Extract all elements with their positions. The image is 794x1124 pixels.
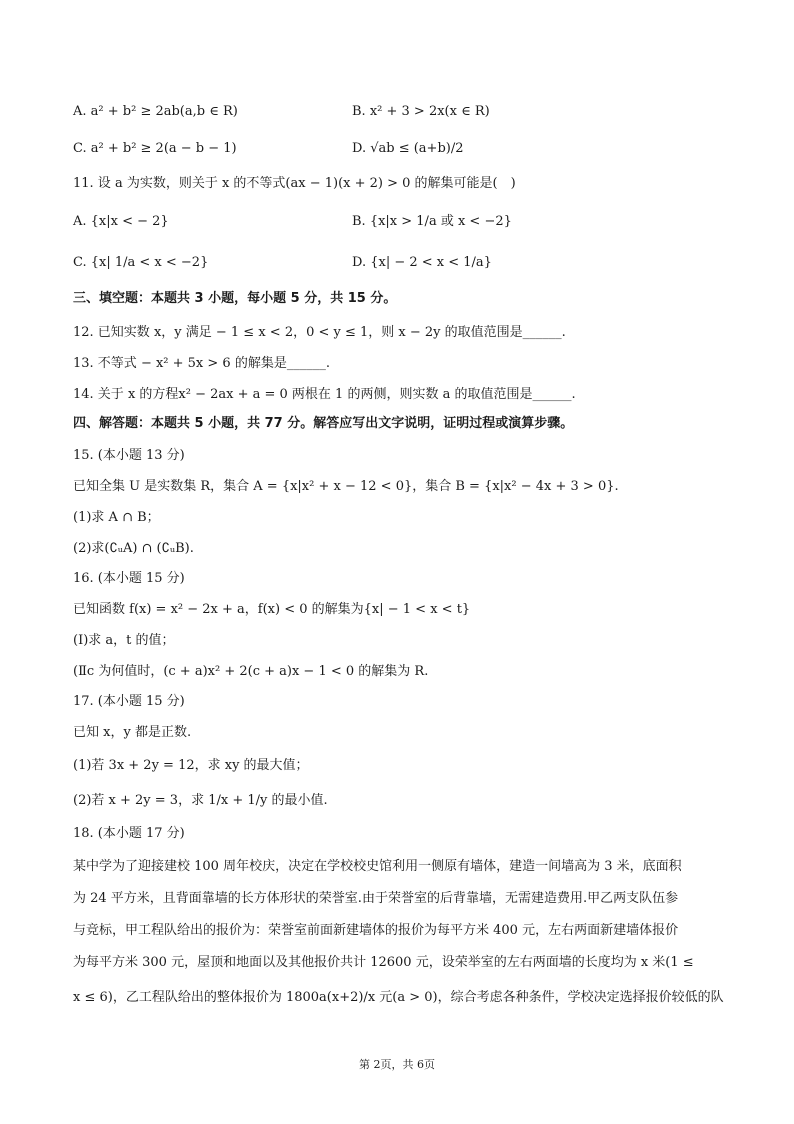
q10-option-d: D. √ab ≤ (a+b)/2 <box>352 141 464 156</box>
q10-option-c: C. a² + b² ≥ 2(a − b − 1) <box>73 141 237 156</box>
q16-part-2: (Ⅱc 为何值时，(c + a)x² + 2(c + a)x − 1 < 0 的解集为 R. <box>73 664 429 679</box>
q17-title: 17. (本小题 15 分) <box>73 694 185 709</box>
q18-title: 18. (本小题 17 分) <box>73 826 185 841</box>
q17-stem: 已知 x，y 都是正数. <box>73 725 192 740</box>
q15-title: 15. (本小题 13 分) <box>73 448 185 463</box>
page-footer: 第 2页，共 6页 <box>359 1058 435 1071</box>
q11-option-c: C. {x| 1/a < x < −2} <box>73 255 209 270</box>
q18-text-line: 与竞标，甲工程队给出的报价为：荣誉室前面新建墙体的报价为每平方米 400 元，左右两面新建墙体报价 <box>73 923 679 938</box>
q18-text-line: 为 24 平方米，且背面靠墙的长方体形状的荣誉室.由于荣誉室的后背靠墙，无需建造费用.甲乙两支队伍参 <box>73 891 679 906</box>
q11-stem: 11. 设 a 为实数，则关于 x 的不等式(ax − 1)(x + 2) > 0 的解集可能是( ) <box>73 176 516 191</box>
q12-stem: 12. 已知实数 x，y 满足 − 1 ≤ x < 2，0 < y ≤ 1，则 x − 2y 的取值范围是______. <box>73 325 566 340</box>
q18-text-line: 某中学为了迎接建校 100 周年校庆，决定在学校校史馆利用一侧原有墙体，建造一间墙高为 3 米，底面积 <box>73 859 682 874</box>
q17-part-1: (1)若 3x + 2y = 12，求 xy 的最大值； <box>73 758 309 773</box>
q15-part-2: (2)求(∁ᵤA) ∩ (∁ᵤB). <box>73 541 194 556</box>
q11-option-d: D. {x| − 2 < x < 1/a} <box>352 255 492 270</box>
q14-stem: 14. 关于 x 的方程x² − 2ax + a = 0 两根在 1 的两侧，则实数 a 的取值范围是______. <box>73 387 576 402</box>
q17-part-2: (2)若 x + 2y = 3，求 1/x + 1/y 的最小值. <box>73 793 328 808</box>
q11-option-a: A. {x|x < − 2} <box>73 214 169 229</box>
q10-option-b: B. x² + 3 > 2x(x ∈ R) <box>352 104 490 119</box>
q15-part-1: (1)求 A ∩ B； <box>73 510 160 525</box>
q11-option-b: B. {x|x > 1/a 或 x < −2} <box>352 214 512 229</box>
q10-option-a: A. a² + b² ≥ 2ab(a,b ∈ R) <box>73 104 238 119</box>
q13-stem: 13. 不等式 − x² + 5x > 6 的解集是______. <box>73 356 330 371</box>
q15-stem: 已知全集 U 是实数集 R，集合 A = {x|x² + x − 12 < 0}，集合 B = {x|x² − 4x + 3 > 0}. <box>73 479 619 494</box>
q16-stem: 已知函数 f(x) = x² − 2x + a，f(x) < 0 的解集为{x| − 1 < x < t} <box>73 602 471 617</box>
q16-title: 16. (本小题 15 分) <box>73 571 185 586</box>
q18-text-line: 为每平方米 300 元，屋顶和地面以及其他报价共计 12600 元，设荣举室的左右两面墙的长度均为 x 米(1 ≤ <box>73 955 694 970</box>
section-4-heading: 四、解答题：本题共 5 小题，共 77 分。解答应写出文字说明，证明过程或演算步骤。 <box>73 416 574 431</box>
q16-part-1: (Ⅰ)求 a，t 的值； <box>73 633 175 648</box>
section-3-heading: 三、填空题：本题共 3 小题，每小题 5 分，共 15 分。 <box>73 291 397 306</box>
q18-text-line: x ≤ 6)，乙工程队给出的整体报价为 1800a(x+2)/x 元(a > 0)，综合考虑各种条件，学校决定选择报价较低的队 <box>73 990 724 1005</box>
